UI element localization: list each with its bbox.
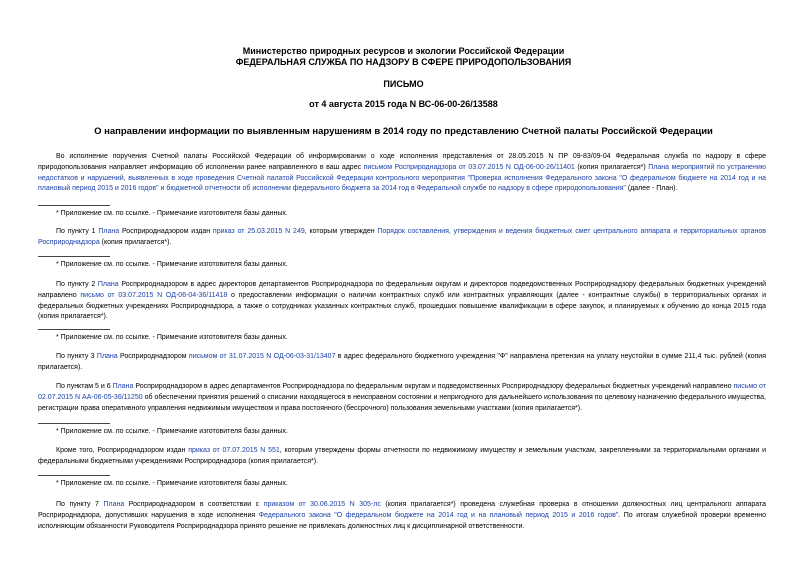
link-letter-11401[interactable]: письмом Росприроднадзора от 03.07.2015 N ОД-06-00-26/11401 <box>363 163 575 171</box>
doc-title: О направлении информации по выявленным нарушениям в 2014 году по представлению Счетной палаты Российской Федерации <box>94 126 713 137</box>
paragraph-items-5-6: По пунктам 5 и 6 Плана Росприроднадзором в адрес департаментов Росприроднадзора по федеральным округам и подведомственных Росприроднадзору федеральных бюджетных учреждений направлено письмо от 02.07.2015 N АА-06-05-36/11250 об обеспечении принятия решений о списании находящегося в неисправном состоянии и непригодного для дальнейшего использования по целевому назначению федерального имущества, регистрации права оперативного управления недвижимым имуществом и права постоянного (бессрочного) пользования земельными участками (копия прилагается*). <box>38 383 766 412</box>
footnote-rule <box>38 475 110 476</box>
footnote-rule <box>38 256 110 257</box>
paragraph-item-1: По пункту 1 Плана Росприроднадзором издан приказ от 25.03.2015 N 249, которым утвержден Порядок составления, утверждения и ведения бюджетных смет центрального аппарата и территориальных органов Росприроднадзора (копия прилагается*). <box>38 228 767 246</box>
paragraph-additional: Кроме того, Росприроднадзором издан приказ от 07.07.2015 N 551, которым утверждены формы отчетности по недвижимому имуществу и земельным участкам, закрепленными за территориальными органами и федеральными бюджетными учреждениями Росприроднадзора (копия прилагается*). <box>38 447 766 465</box>
footnote-rule <box>38 329 110 330</box>
link-order-249[interactable]: приказ от 25.03.2015 N 249 <box>212 228 305 235</box>
link-plan[interactable]: Плана мероприятий по устранению недостатков и нарушений, выявленных в ходе проведения Счетной палатой Российской Федерации контрольного мероприятия "Проверка исполнения Федерального закона "О федеральном бюджете на 2014 год и на плановый период 2015 и 2016 годов" и бюджетной отчетности об исполнении федерального бюджета за 2014 год в Федеральной службе по надзору в сфере природопользования" <box>38 163 766 193</box>
link-plan[interactable]: Плана <box>103 501 125 508</box>
footnote-rule <box>38 423 110 424</box>
link-letter-11418[interactable]: письмо от 03.07.2015 N ОД-06-04-36/11418 <box>80 291 228 299</box>
link-plan[interactable]: Плана <box>97 281 119 288</box>
paragraph-item-2: По пункту 2 Плана Росприроднадзором в адрес директоров департаментов Росприроднадзора по федеральным округам и директоров подведомственных Росприроднадзору федеральных бюджетных учреждений направлено письмо от 03.07.2015 N ОД-06-04-36/11418 о предоставлении информации о наличии контрактных служб или контрактных управляющих (далее - контрактные службы) в территориальных органах и федеральных бюджетных учреждениях Росприроднадзора, а также о сотрудниках указанных контрактных служб, прошедших повышение квалификации в сфере закупок, и планируемых к обучению до конца 2015 года (копия прилагается*). <box>38 281 767 321</box>
header-service: ФЕДЕРАЛЬНАЯ СЛУЖБА ПО НАДЗОРУ В СФЕРЕ ПРИРОДОПОЛЬЗОВАНИЯ <box>235 57 572 67</box>
doc-type: ПИСЬМО <box>383 79 424 89</box>
footnote: * Приложение см. по ссылке. - Примечание изготовителя базы данных. <box>56 334 288 341</box>
footnote: * Приложение см. по ссылке. - Примечание изготовителя базы данных. <box>56 480 288 487</box>
link-plan[interactable]: Плана <box>96 353 118 360</box>
link-letter-11250[interactable]: письмо от 02.07.2015 N АА-06-05-36/11250 <box>38 383 766 401</box>
doc-date-number: от 4 августа 2015 года N ВС-06-00-26/13588 <box>309 99 498 109</box>
footnote: * Приложение см. по ссылке. - Примечание изготовителя базы данных. <box>56 261 288 268</box>
link-plan[interactable]: Плана <box>112 383 134 390</box>
paragraph-intro: Во исполнение поручения Счетной палаты Российской Федерации об информировании о ходе исполнения представления от 28.05.2015 N ПР 09-83/09-04 Федеральная служба по надзору в сфере природопользования направляет информацию об исполнении ранее направленного в ваш адрес письмом Росприроднадзора от 03.07.2015 N ОД-06-00-26/11401 (копия прилагается*) Плана мероприятий по устранению недостатков и нарушений, выявленных в ходе проведения Счетной палатой Российской Федерации контрольного мероприятия "Проверка исполнения Федерального закона "О федеральном бюджете на 2014 год и на плановый период 2015 и 2016 годов" и бюджетной отчетности об исполнении федерального бюджета за 2014 год в Федеральной службе по надзору в сфере природопользования" (далее - План). <box>38 153 766 193</box>
link-budget-procedure[interactable]: Порядок составления, утверждения и ведения бюджетных смет центрального аппарата и территориальных органов Росприроднадзора <box>38 228 767 246</box>
link-letter-13407[interactable]: письмом от 31.07.2015 N ОД-06-03-31/13407 <box>188 353 336 360</box>
paragraph-item-7: По пункту 7 Плана Росприроднадзором в соответствии с приказом от 30.06.2015 N 305-лс (копия прилагается*) проведена служебная проверка в отношении должностных лиц центрального аппарата Росприроднадзора, допустивших нарушения в ходе исполнения Федерального закона "О федеральном бюджете на 2014 год и на плановый период 2015 и 2016 годов". По итогам служебной проверки временно исполняющим обязанности Руководителя Росприроднадзора принято решение не привлекать должностных лиц к дисциплинарной ответственности. <box>38 501 766 530</box>
link-order-305[interactable]: приказом от 30.06.2015 N 305-лс <box>263 501 381 508</box>
paragraph-item-3: По пункту 3 Плана Росприроднадзором письмом от 31.07.2015 N ОД-06-03-31/13407 в адрес федерального бюджетного учреждения "Ф" направлена претензия на уплату неустойки в сумме 211,4 тыс. рублей (копия прилагается). <box>38 353 767 371</box>
header-ministry: Министерство природных ресурсов и экологии Российской Федерации <box>242 46 565 56</box>
link-plan[interactable]: Плана <box>98 228 120 235</box>
footnote: * Приложение см. по ссылке. - Примечание изготовителя базы данных. <box>56 428 288 435</box>
footnote: * Приложение см. по ссылке. - Примечание изготовителя базы данных. <box>56 210 288 217</box>
link-order-551[interactable]: приказ от 07.07.2015 N 551 <box>188 447 280 454</box>
footnote-rule <box>38 205 110 206</box>
link-federal-budget-law[interactable]: Федерального закона "О федеральном бюджете на 2014 год и на плановый период 2015 и 2016 годов" <box>258 511 619 519</box>
